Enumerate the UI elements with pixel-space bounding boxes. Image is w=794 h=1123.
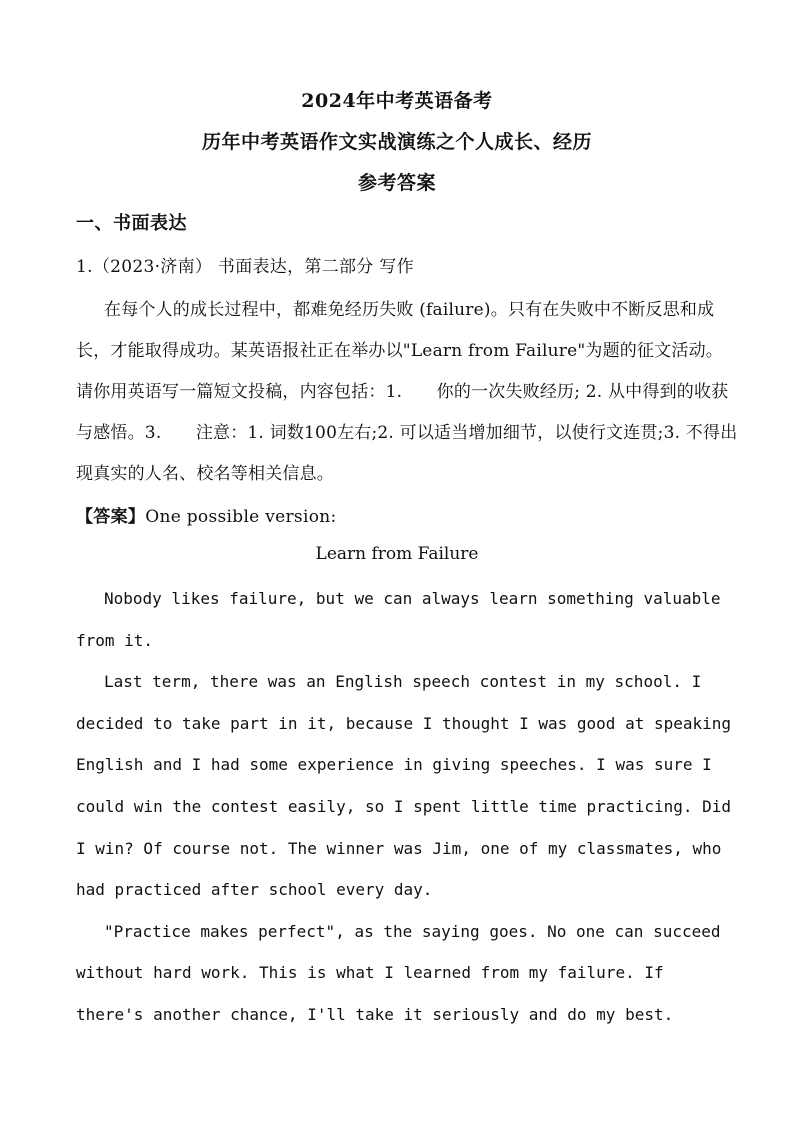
- answer-label: 【答案】: [76, 507, 146, 527]
- document-title: 2024年中考英语备考: [301, 90, 493, 112]
- answer-key-heading: 参考答案: [357, 172, 436, 194]
- document-subtitle: 历年中考英语作文实战演练之个人成长、经历: [201, 131, 592, 153]
- section-heading: 一、书面表达: [76, 213, 187, 234]
- essay-paragraph: Nobody likes failure, but we can always learn something valuable from it.: [76, 589, 721, 650]
- essay-body: [76, 578, 740, 1036]
- essay-paragraph: Last term, there was an English speech contest in my school. I decided to take part in it, because I thought I was good at speaking English and I had some experience in giving speeches. I was sure I could win the contest easily, so I spent little time practicing. Did I win? Of course not. The winner was Jim, one of my classmates, who had practiced after school every day.: [76, 672, 732, 900]
- essay-paragraph: "Practice makes perfect", as the saying goes. No one can succeed without hard work. This is what I learned from my failure. If there's another chance, I'll take it seriously and do my best.: [76, 921, 721, 1024]
- answer-label-line: [76, 502, 337, 527]
- answer-intro: One possible version:: [145, 507, 337, 527]
- essay-title: Learn from Failure: [315, 544, 479, 564]
- question-number-line: 1.（2023·济南） 书面表达，第二部分 写作: [76, 257, 414, 277]
- question-prompt: 在每个人的成长过程中，都难免经历失败 (failure)。只有在失败中不断反思和成长，才能取得成功。某英语报社正在举办以"Learn from Failure"为题的征文活动。请你用英语写一篇短文投稿，内容包括：1. 你的一次失败经历; 2. 从中得到的收获与感悟。3. 注意：1. 词数100左右;2. 可以适当增加细节，以使行文连贯;3. 不得出现真实的人名、校名等相关信息。: [76, 300, 738, 484]
